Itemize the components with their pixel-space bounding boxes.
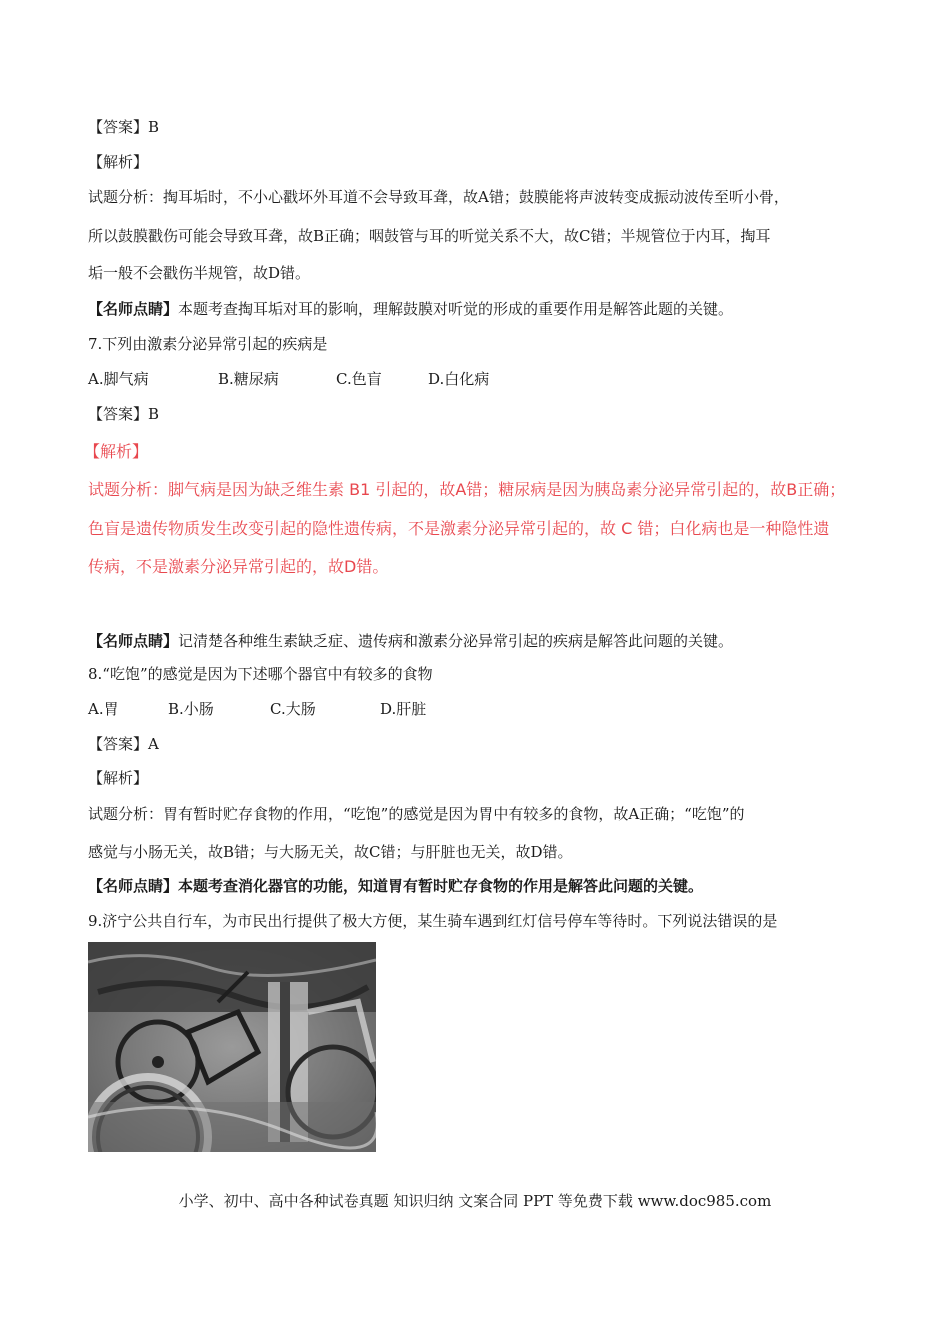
q8-tip-text: 本题考查消化器官的功能，知道胃有暂时贮存食物的作用是解答此问题的关键。 bbox=[178, 877, 704, 895]
bicycle-photo bbox=[88, 942, 376, 1152]
q6-answer: 【答案】B bbox=[88, 118, 160, 136]
q8-answer: 【答案】A bbox=[88, 735, 159, 753]
q7-analysis-line-3: 传病，不是激素分泌异常引起的，故D错。 bbox=[88, 557, 389, 576]
q8-option-b: B.小肠 bbox=[168, 700, 214, 718]
q6-tip-label: 【名师点睛】 bbox=[88, 300, 179, 318]
q7-tip bbox=[88, 631, 878, 651]
q6-analysis-line-2: 所以鼓膜戳伤可能会导致耳聋，故B正确；咽鼓管与耳的听觉关系不大，故C错；半规管位于内耳，掏耳 bbox=[88, 227, 771, 245]
q6-analysis-heading: 【解析】 bbox=[88, 153, 149, 171]
q7-tip-text: 记清楚各种维生素缺乏症、遗传病和激素分泌异常引起的疾病是解答此问题的关键。 bbox=[178, 632, 734, 650]
q7-tip-label: 【名师点睛】 bbox=[88, 632, 179, 650]
q6-analysis-line-3: 垢一般不会戳伤半规管，故D错。 bbox=[88, 264, 311, 282]
q7-analysis-line-1: 试题分析：脚气病是因为缺乏维生素 B1 引起的，故A错；糖尿病是因为胰岛素分泌异常引起的，故B正确； bbox=[88, 480, 846, 499]
q8-option-d: D.肝脏 bbox=[380, 700, 427, 718]
q7-option-a: A.脚气病 bbox=[88, 370, 149, 388]
q8-option-c: C.大肠 bbox=[270, 700, 316, 718]
q7-analysis-heading: 【解析】 bbox=[84, 442, 149, 461]
q8-tip-label: 【名师点睛】 bbox=[88, 877, 179, 895]
q6-analysis-line-1: 试题分析：掏耳垢时，不小心戳坏外耳道不会导致耳聋，故A错；鼓膜能将声波转变成振动波传至听小骨， bbox=[88, 188, 789, 206]
q7-analysis-line-2: 色盲是遗传物质发生改变引起的隐性遗传病，不是激素分泌异常引起的，故 C 错；白化病也是一种隐性遗 bbox=[88, 519, 830, 538]
q9-question: 9.济宁公共自行车，为市民出行提供了极大方便，某生骑车遇到红灯信号停车等待时。下列说法错误的是 bbox=[88, 912, 778, 930]
q8-analysis-line-1: 试题分析：胃有暂时贮存食物的作用，“吃饱”的感觉是因为胃中有较多的食物，故A正确；“吃饱”的 bbox=[88, 805, 745, 823]
q7-options bbox=[88, 369, 878, 389]
q8-tip bbox=[88, 876, 878, 896]
q8-analysis-heading: 【解析】 bbox=[88, 769, 149, 787]
q8-options bbox=[88, 699, 878, 719]
q7-option-d: D.白化病 bbox=[428, 370, 490, 388]
q8-option-a: A.胃 bbox=[88, 700, 119, 718]
q7-option-b: B.糖尿病 bbox=[218, 370, 279, 388]
q8-question: 8.“吃饱”的感觉是因为下述哪个器官中有较多的食物 bbox=[88, 665, 433, 683]
page-footer: 小学、初中、高中各种试卷真题 知识归纳 文案合同 PPT 等免费下载 www.doc985.com bbox=[178, 1192, 772, 1210]
q7-answer: 【答案】B bbox=[88, 405, 160, 423]
q7-option-c: C.色盲 bbox=[336, 370, 382, 388]
q8-analysis-line-2: 感觉与小肠无关，故B错；与大肠无关，故C错；与肝脏也无关，故D错。 bbox=[88, 843, 573, 861]
q7-question: 7.下列由激素分泌异常引起的疾病是 bbox=[88, 335, 328, 353]
q6-tip bbox=[88, 299, 878, 319]
q6-tip-text: 本题考查掏耳垢对耳的影响，理解鼓膜对听觉的形成的重要作用是解答此题的关键。 bbox=[178, 300, 734, 318]
bicycle-photo-image bbox=[88, 942, 376, 1152]
